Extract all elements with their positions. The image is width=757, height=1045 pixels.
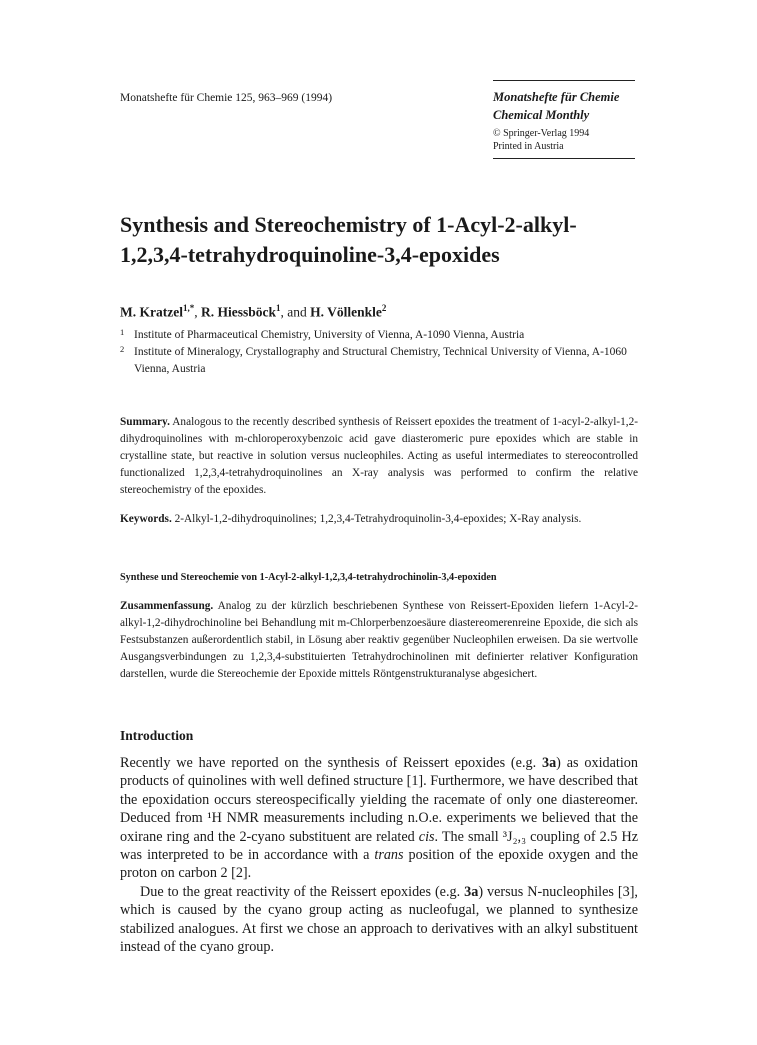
compound-ref-3a-2: 3a (464, 883, 479, 900)
introduction-heading: Introduction (120, 728, 194, 743)
intro-p1-text-e: . The small ³J₂,₃ coupling of 2.5 Hz was interpreted to be in accordance with a (120, 828, 638, 864)
top-rule (493, 80, 635, 81)
paper-title (120, 210, 650, 270)
intro-p1-text-g: position of the epoxide oxygen and the proton on carbon 2 [2]. (120, 847, 638, 882)
affiliation-2-text: Institute of Mineralogy, Crystallography and Structural Chemistry, Technical University of Vienna, A-1060 Vienna, Austria (134, 346, 627, 375)
author-2: R. Hiessböck (200, 304, 276, 320)
introduction-body (120, 754, 638, 956)
affiliation-1 (120, 327, 655, 344)
intro-p1-text-a: Recently we have reported on the synthesis of Reissert epoxides (e.g. (120, 755, 542, 771)
author-separator: , (194, 304, 201, 320)
zusammenfassung-text: Analog zu der kürzlich beschriebenen Synthese von Reissert-Epoxiden liefern 1-Acyl-2-alkyl-1,2-dihydrochinoline bei Behandlung mit m-Chlorperbenzoesäure diastereomerenreine Epoxide, die sich als Festsubstanzen außerordentlich stabil, in Lösung aber reaktiv gegenüber Nucleophilen erweisen. Da sie wertvolle Ausgangsverbindungen zu 1,2,3,4-substituierten Tetrahydrochinolinen mit definierter relativer Konfiguration darstellen, wurde die Stereochemie der Epoxide mittels Röntgenstrukturanalyse abgesichert. (120, 600, 639, 680)
author-1-sup: 1,* (182, 303, 195, 313)
intro-p2-text-c: ) versus N-nucleophiles [3], which is caused by the cyano group acting as nucleofugal, we planned to synthesize stabilized analogues. At first we chose an approach to derivatives with an alkyl substituent instead of the cyano group. (120, 883, 638, 956)
zusammenfassung-label: Zusammenfassung. (120, 600, 214, 612)
affiliation-1-text: Institute of Pharmaceutical Chemistry, University of Vienna, A-1090 Vienna, Austria (134, 329, 525, 341)
affiliation-1-number: 1 (120, 327, 125, 337)
journal-name-en: Chemical Monthly (493, 108, 590, 122)
author-3-sup: 2 (381, 303, 387, 313)
zusammenfassung-paragraph (120, 598, 638, 683)
summary-paragraph (120, 414, 638, 499)
affiliation-2-number: 2 (120, 344, 125, 354)
author-list (120, 303, 386, 321)
german-title: Synthese und Stereochemie von 1-Acyl-2-alkyl-1,2,3,4-tetrahydrochinolin-3,4-epoxiden (120, 572, 497, 583)
author-3: H. Völlenkle (310, 304, 382, 320)
affiliation-2 (120, 344, 655, 378)
intro-p1-text-c: ) as oxidation products of quinolines with well defined structure [1]. Furthermore, we have described that the epoxidation occurs stereospecifically yielding the racemate of only one diastereomer. Deduced from ¹H NMR measurements including n.O.e. experiments we believed that the oxirane ring and the 2-cyano substituent are related (120, 755, 638, 845)
keywords-label: Keywords. (120, 513, 172, 525)
journal-name-de: Monatshefte für Chemie (493, 90, 620, 104)
compound-ref-3a: 3a (541, 755, 557, 771)
author-and: , and (280, 304, 311, 320)
intro-paragraph-2 (120, 883, 638, 957)
summary-label: Summary. (120, 416, 170, 428)
affiliations (120, 327, 655, 378)
bottom-rule (493, 158, 635, 159)
printed-in: Printed in Austria (493, 141, 564, 152)
intro-p2-text-a: Due to the great reactivity of the Reissert epoxides (e.g. (140, 883, 465, 900)
author-2-sup: 1 (275, 303, 281, 313)
keywords-text: 2-Alkyl-1,2-dihydroquinolines; 1,2,3,4-Tetrahydroquinolin-3,4-epoxides; X-Ray analysis. (174, 513, 582, 525)
summary-text: Analogous to the recently described synthesis of Reissert epoxides the treatment of 1-acyl-2-alkyl-1,2-dihydroquinolines with m-chloroperoxybenzoic acid gave diasteromeric pure epoxides which are stable in crystalline state, but reactive in solution versus nucleophiles. Acting as useful intermediates to stereocontrolled functionalized 1,2,3,4-tetrahydroquinolines an X-ray analysis was performed to confirm the relative stereochemistry of the epoxides. (120, 416, 639, 496)
intro-p1-trans: trans (374, 847, 404, 864)
intro-paragraph-1 (120, 754, 638, 883)
intro-p1-cis: cis (418, 828, 435, 845)
title-line-2: 1,2,3,4-tetrahydroquinoline-3,4-epoxides (120, 242, 500, 267)
title-line-1: Synthesis and Stereochemistry of 1-Acyl-2-alkyl- (120, 212, 577, 237)
journal-citation: Monatshefte für Chemie 125, 963–969 (1994) (120, 92, 333, 104)
copyright: © Springer-Verlag 1994 (493, 128, 590, 139)
author-1: M. Kratzel (120, 304, 183, 320)
journal-box (493, 80, 635, 159)
keywords-paragraph (120, 511, 638, 528)
